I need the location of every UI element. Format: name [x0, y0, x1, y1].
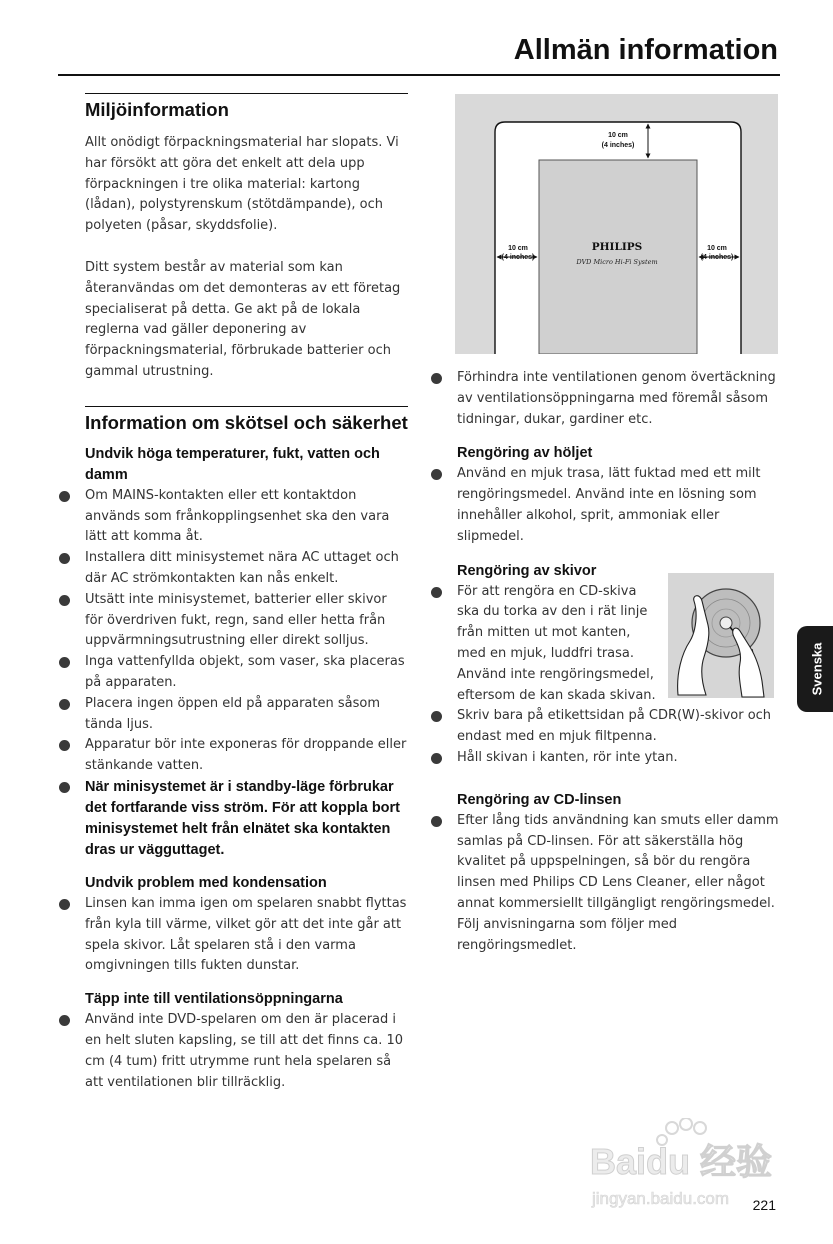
title-rule	[58, 74, 780, 76]
disc-cleaning-svg	[668, 573, 774, 698]
list-item: Använd inte DVD-spelaren om den är placerad i en helt sluten kapsling, se till att det finns ca. 10 cm (4 tum) fritt utrymme runt hela spelaren så att ventilationen blir tillräcklig.	[58, 1010, 408, 1093]
brand-label: PHILIPS	[591, 241, 643, 253]
list-item: Använd en mjuk trasa, lätt fuktad med ett milt rengöringsmedel. Använd inte en lösning som innehåller alkohol, sprit, ammoniak eller slipmedel.	[430, 464, 780, 547]
env-paragraph-2: Ditt system består av material som kan återanvändas om det demonteras av ett företag specialiserat på detta. Ge akt på de lokala reglerna vad gäller deponering av förpackningsmaterial, förbrukade batterier och gammal utrustning.	[85, 259, 401, 379]
top-cm-label: 10 cm	[608, 132, 628, 139]
page-number: 221	[752, 1197, 776, 1213]
page-title: Allmän information	[513, 34, 778, 66]
env-heading: Miljöinformation	[85, 99, 229, 120]
list-item: Om MAINS-kontakten eller ett kontaktdon används som frånkopplingsenhet ska den vara lätt att komma åt.	[58, 486, 408, 548]
sub-heading-cabinet: Rengöring av höljet	[457, 445, 593, 462]
right-cm-label: 10 cm	[707, 245, 727, 252]
left-cm-label: 10 cm	[508, 245, 528, 252]
left-hand-icon	[678, 596, 709, 695]
list-item: Linsen kan imma igen om spelaren snabbt flyttas från kyla till värme, vilket gör att det inte går att spela skivor. Låt spelaren stå i den varma omgivningen tills fukten dunstar.	[58, 894, 408, 977]
left-column	[58, 93, 408, 1093]
list-item: Skriv bara på etikettsidan på CDR(W)-skivor och endast med en mjuk filtpenna.	[430, 706, 780, 748]
list-item-standby-warning: När minisystemet är i standby-läge förbrukar det fortfarande viss ström. För att koppla bort minisystemet helt från elnätet ska kontakten dras ur vägguttaget.	[58, 777, 408, 861]
section-rule	[85, 406, 408, 407]
right-in-label: (4 inches)	[700, 254, 734, 261]
sub-heading-heat: Undvik höga temperaturer, fukt, vatten och damm	[85, 445, 380, 483]
sub-heading-condensation: Undvik problem med kondensation	[85, 874, 327, 891]
sub-heading-lens: Rengöring av CD-linsen	[457, 791, 622, 808]
list-item: Placera ingen öppen eld på apparaten såsom tända ljus.	[58, 694, 408, 736]
list-item: Förhindra inte ventilationen genom övertäckning av ventilationsöppningarna med föremål såsom tidningar, dukar, gardiner etc.	[430, 368, 780, 430]
right-column	[430, 93, 780, 956]
sub-heading-ventilation: Täpp inte till ventilationsöppningarna	[85, 991, 343, 1008]
env-paragraph-1: Allt onödigt förpackningsmaterial har slopats. Vi har försökt att göra det enkelt att dela upp förpackningen i tre olika material: kartong (lådan), polystyrenskum (stötdämpande), och polyeten (påsar, skyddsfolie).	[85, 135, 399, 234]
language-tab	[797, 626, 833, 712]
left-in-label: (4 inches)	[501, 254, 535, 261]
list-item: Inga vattenfyllda objekt, som vaser, ska placeras på apparaten.	[58, 652, 408, 694]
care-heading: Information om skötsel och säkerhet	[85, 411, 408, 433]
disc-cleaning-illustration	[668, 573, 774, 698]
list-item: Håll skivan i kanten, rör inte ytan.	[430, 748, 780, 769]
list-item: Efter lång tids användning kan smuts eller damm samlas på CD-linsen. För att säkerställa hög kvalitet på uppspelningen, så bör du rengöra linsen med Philips CD Lens Cleaner, eller något annat kommersiellt tillgängligt rengöringsmedel. Följ anvisningarna som följer med rengöringsmedlet.	[430, 811, 780, 957]
section-rule	[85, 93, 408, 94]
watermark-url: jingyan.baidu.com	[592, 1189, 730, 1208]
top-in-label: (4 inches)	[601, 142, 635, 149]
baidu-watermark	[590, 1118, 790, 1208]
list-item: Utsätt inte minisystemet, batterier eller skivor för överdriven fukt, regn, sand eller hetta från uppvärmningsutrustning eller direkt solljus.	[58, 590, 408, 652]
language-tab-label: Svenska	[809, 642, 825, 696]
sub-heading-discs: Rengöring av skivor	[457, 562, 597, 579]
model-label: DVD Micro Hi-Fi System	[576, 258, 658, 266]
list-item: Installera ditt minisystemet nära AC uttaget och där AC strömkontakten kan nås enkelt.	[58, 548, 408, 590]
watermark-logo: Baidu 经验	[590, 1141, 773, 1182]
list-item: Apparatur bör inte exponeras för droppande eller stänkande vatten.	[58, 735, 408, 777]
list-item: För att rengöra en CD-skiva ska du torka av den i rät linje från mitten ut mot kanten, med en mjuk, luddfri trasa. Använd inte rengöringsmedel, eftersom de kan skada skivan.	[430, 582, 780, 707]
